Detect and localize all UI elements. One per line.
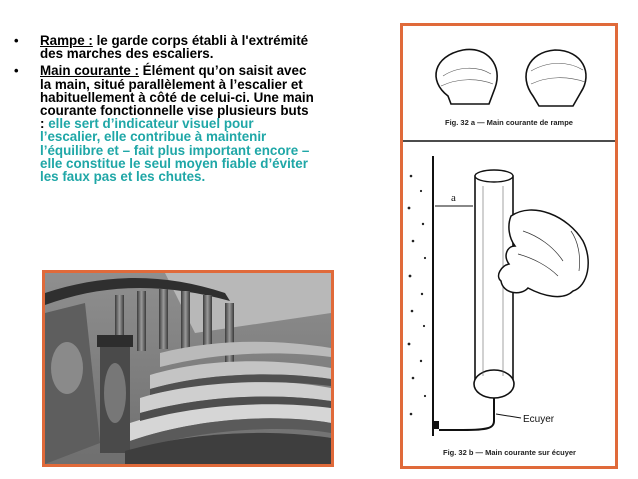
- ecuyer-label: Ecuyer: [523, 414, 555, 425]
- bullet-marker: •: [14, 33, 19, 48]
- dimension-label: a: [451, 192, 456, 204]
- staircase-illustration: [45, 273, 331, 464]
- caption-fig-b: Fig. 32 b — Main courante sur écuyer: [443, 448, 576, 457]
- bullet-marker: •: [14, 63, 19, 79]
- bullet-text: [40, 34, 314, 60]
- handrail-drawing: [403, 26, 615, 466]
- definition-rampe: le garde corps établi à l'extrémité des marches des escaliers.: [40, 33, 309, 62]
- highlight-text: elle sert d’indicateur visuel pour l’escalier, elle contribue à maintenir l’équilibre et – fait plus important encore – elle constitue le seul moyen fiable d’éviter les faux pas et les chutes.: [40, 116, 310, 185]
- bullet-text: [40, 64, 314, 183]
- handrail-figure: [400, 23, 618, 469]
- term-main-courante: Main courante :: [40, 63, 139, 79]
- staircase-photo: [42, 270, 334, 467]
- bullet-rampe: [14, 34, 314, 60]
- bullet-list: [14, 34, 314, 187]
- term-rampe: Rampe :: [40, 33, 93, 48]
- definition-main-courante: Élément qu’on saisit avec la main, situé parallèlement à l’escalier et habituellement à côté de celui-ci. Une main courante fonctionnelle vise plusieurs buts :: [40, 63, 314, 132]
- caption-fig-a: Fig. 32 a — Main courante de rampe: [445, 118, 573, 127]
- bullet-main-courante: [14, 64, 314, 183]
